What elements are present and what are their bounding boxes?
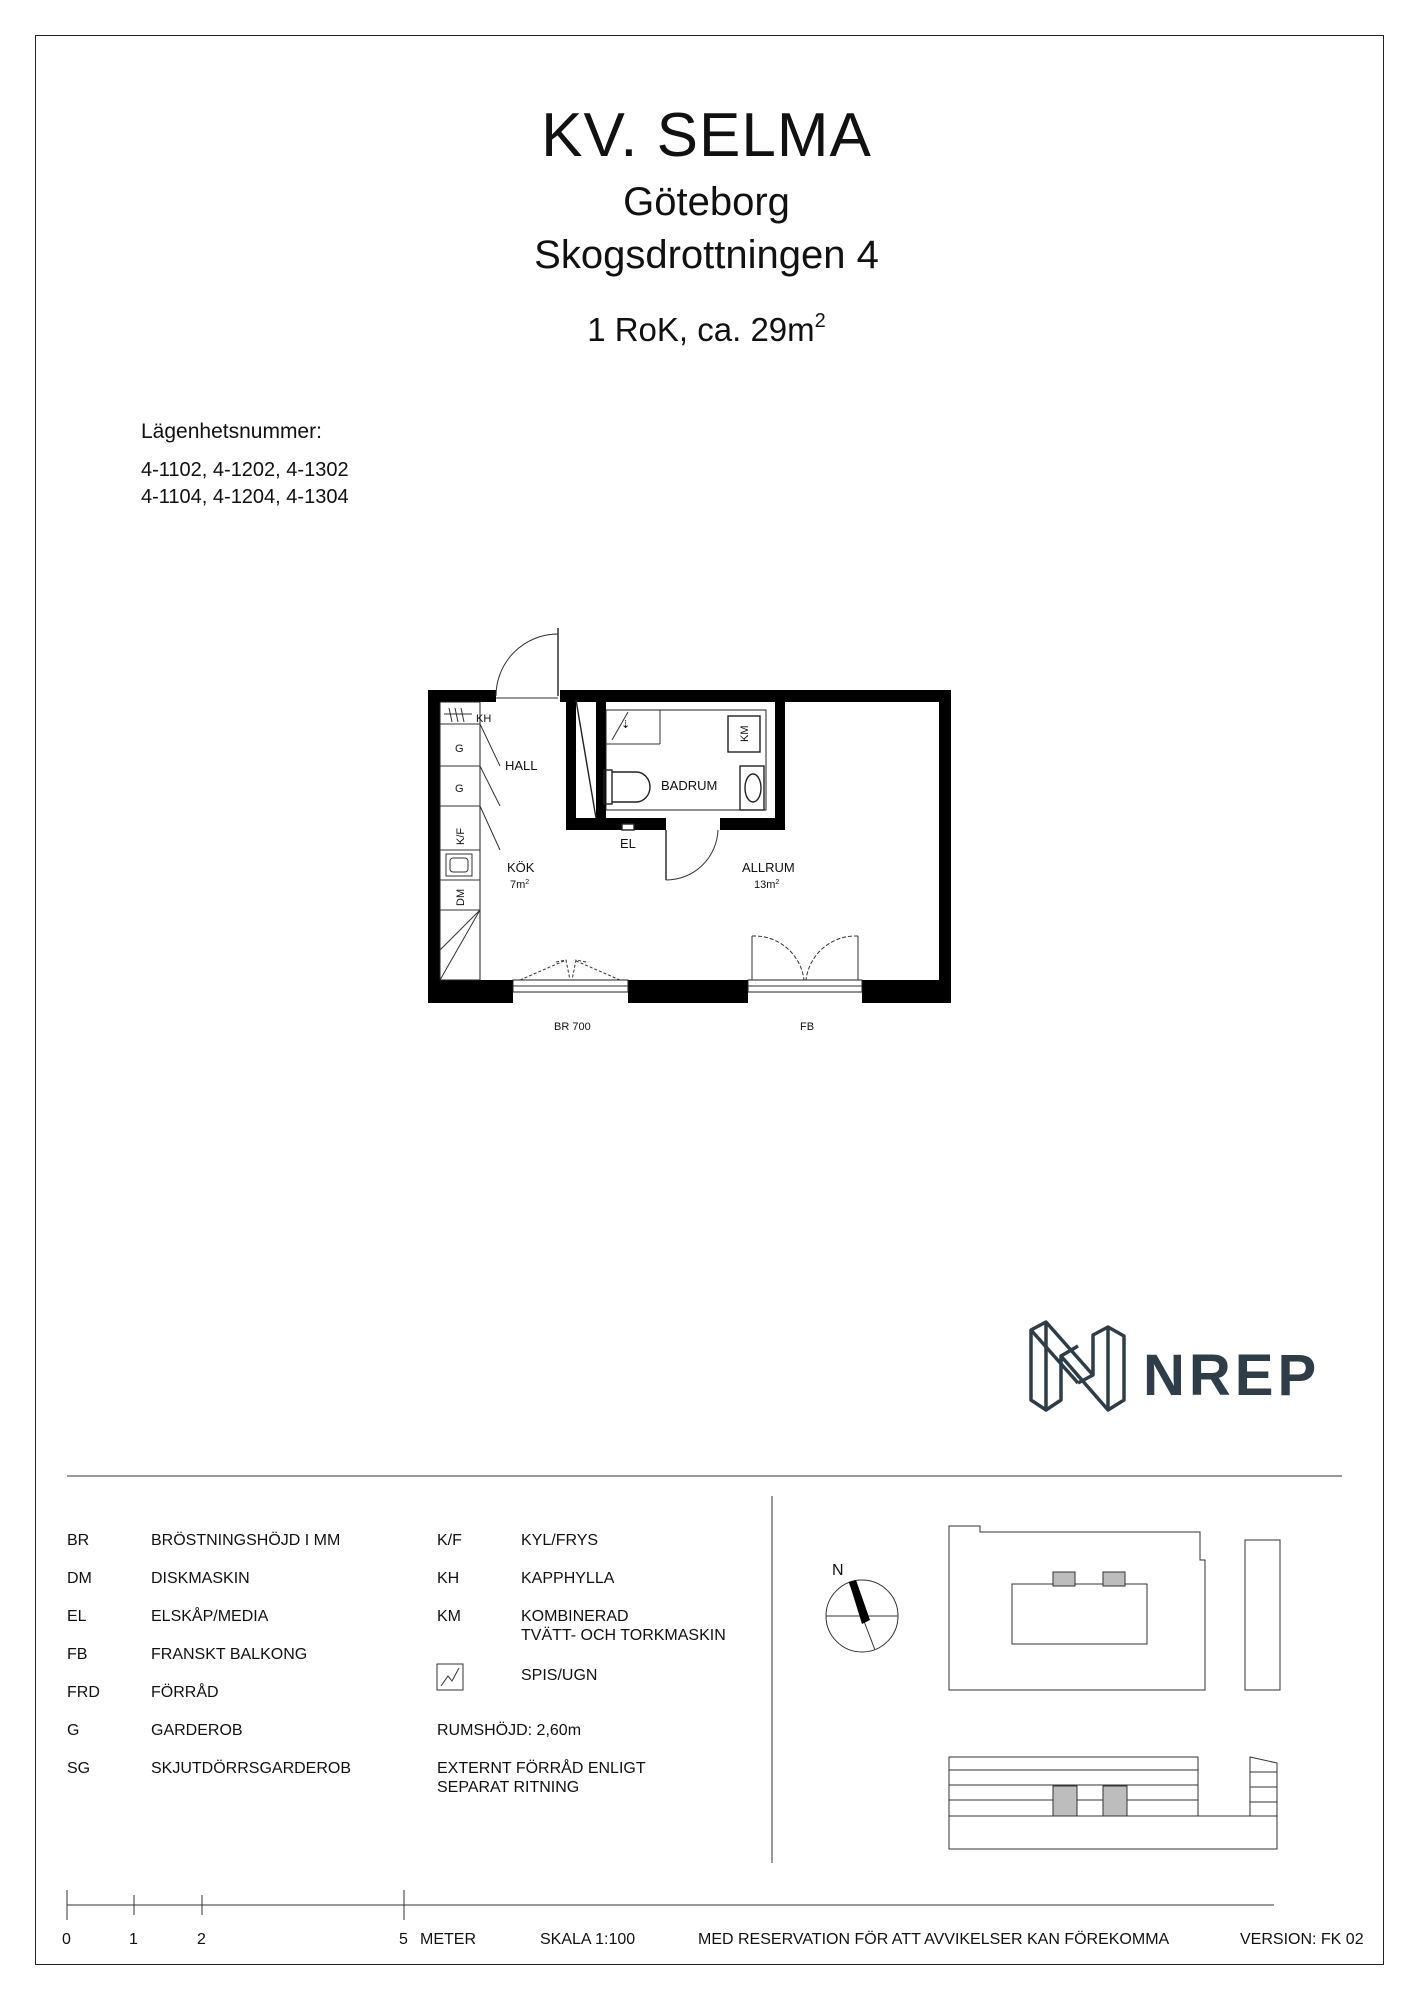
legend	[67, 1531, 726, 1796]
scale-bar	[62, 1890, 1364, 1948]
nrep-logo-text: NREP	[1143, 1343, 1321, 1408]
legend-desc: FÖRRÅD	[151, 1684, 219, 1701]
window-br700	[513, 960, 628, 992]
legend-desc: DISKMASKIN	[151, 1570, 250, 1587]
compass	[826, 1562, 898, 1652]
apartment-numbers-line-2: 4-1104, 4-1204, 4-1304	[141, 486, 349, 508]
allrum-area: $13m^2$	[754, 879, 780, 891]
bath-wall-left	[566, 700, 576, 830]
entrance-door	[496, 628, 558, 698]
bath-wall-inner	[596, 700, 606, 828]
highlight-elevation-2	[1103, 1786, 1127, 1816]
scale-unit: METER	[420, 1931, 476, 1948]
kh-label: KH	[476, 713, 492, 725]
storage-note-line1: EXTERNT FÖRRÅD ENLIGT	[437, 1760, 646, 1777]
dm-label: DM	[455, 888, 467, 906]
legend-desc: ELSKÅP/MEDIA	[151, 1608, 269, 1625]
compass-north: N	[832, 1562, 844, 1579]
scale-ratio: SKALA 1:100	[540, 1931, 636, 1948]
disclaimer: MED RESERVATION FÖR ATT AVVIKELSER KAN FÖREKOMMA	[698, 1931, 1170, 1948]
scale-tick-label: 1	[129, 1931, 138, 1948]
compass-needle	[849, 1580, 870, 1624]
wall-right	[939, 690, 951, 1003]
version: VERSION: FK 02	[1240, 1931, 1364, 1948]
room-hall: HALL	[505, 758, 538, 773]
room-height: RUMSHÖJD: 2,60m	[437, 1722, 582, 1739]
wall-bottom-2	[628, 980, 748, 1003]
legend-desc: KAPPHYLLA	[521, 1570, 615, 1587]
kok-area: $7m^2$	[510, 879, 530, 891]
sink-icon	[740, 766, 764, 810]
legend-desc: GARDEROB	[151, 1722, 243, 1739]
legend-desc: SPIS/UGN	[521, 1667, 598, 1684]
legend-code: FB	[67, 1646, 88, 1663]
size-text: 1 RoK, ca. 29m	[587, 311, 815, 348]
nrep-logo-mark	[1031, 1322, 1124, 1410]
highlight-unit-2	[1103, 1572, 1125, 1586]
legend-code: DM	[67, 1570, 92, 1587]
bath-wall-bottom-left	[566, 818, 666, 830]
bathroom-door	[666, 830, 718, 880]
scale-tick-label: 5	[399, 1931, 408, 1948]
scale-tick-label: 0	[62, 1931, 71, 1948]
room-badrum: BADRUM	[661, 778, 718, 793]
scale-tick-label: 2	[197, 1931, 206, 1948]
building-footprint	[1012, 1584, 1147, 1644]
nrep-logo	[1031, 1322, 1320, 1410]
stove-icon	[437, 1664, 463, 1690]
size-superscript: 2	[814, 310, 826, 332]
highlight-elevation-1	[1053, 1786, 1077, 1816]
legend-desc: BRÖSTNINGSHÖJD I MM	[151, 1532, 341, 1549]
apartment-numbers-label: Lägenhetsnummer:	[141, 420, 322, 443]
el-label: EL	[620, 836, 636, 851]
room-allrum: ALLRUM	[742, 860, 795, 875]
site-annex	[1245, 1540, 1280, 1690]
kf-label: K/F	[455, 827, 467, 845]
storage-note-line2: SEPARAT RITNING	[437, 1779, 580, 1796]
toilet-icon	[604, 770, 650, 804]
g1-label: G	[455, 743, 464, 755]
project-title: KV. SELMA	[541, 101, 872, 170]
legend-code: SG	[67, 1760, 91, 1777]
city-name: Göteborg	[623, 180, 790, 224]
address: Skogsdrottningen 4	[534, 233, 879, 277]
legend-desc: SKJUTDÖRRSGARDEROB	[151, 1760, 352, 1777]
bath-wall-bottom-right	[720, 818, 785, 830]
wall-left	[428, 690, 440, 1003]
legend-code: G	[67, 1722, 80, 1739]
legend-code: EL	[67, 1608, 87, 1625]
legend-col2	[437, 1532, 726, 1796]
french-balcony-door	[748, 936, 862, 992]
legend-code: KH	[437, 1570, 460, 1587]
g2-label: G	[455, 783, 464, 795]
wall-bottom-3	[862, 980, 951, 1003]
bath-wall-right	[775, 700, 785, 830]
wall-bottom-1	[428, 980, 513, 1003]
legend-code: BR	[67, 1532, 90, 1549]
floor-plan	[428, 628, 951, 1033]
km-label: KM	[739, 725, 751, 742]
wall-top-right	[560, 690, 951, 702]
legend-code: FRD	[67, 1684, 100, 1701]
legend-desc: KYL/FRYS	[521, 1532, 599, 1549]
br-label: BR 700	[554, 1021, 591, 1033]
fb-label: FB	[800, 1021, 815, 1033]
legend-desc: FRANSKT BALKONG	[151, 1646, 308, 1663]
legend-col1	[67, 1531, 351, 1777]
svg-text:⇣: ⇣	[621, 719, 631, 731]
site-outline	[949, 1526, 1205, 1690]
highlight-unit-1	[1053, 1572, 1075, 1586]
legend-desc-line2: TVÄTT- OCH TORKMASKIN	[521, 1627, 726, 1644]
elevation	[949, 1757, 1277, 1849]
room-kok: KÖK	[507, 860, 535, 875]
legend-desc: KOMBINERAD	[521, 1608, 629, 1625]
kitchen-fixtures	[440, 702, 500, 980]
legend-code: KM	[437, 1608, 461, 1625]
legend-code: K/F	[437, 1532, 462, 1549]
apartment-numbers-line-1: 4-1102, 4-1202, 4-1302	[141, 459, 349, 481]
key-plan	[949, 1526, 1280, 1690]
